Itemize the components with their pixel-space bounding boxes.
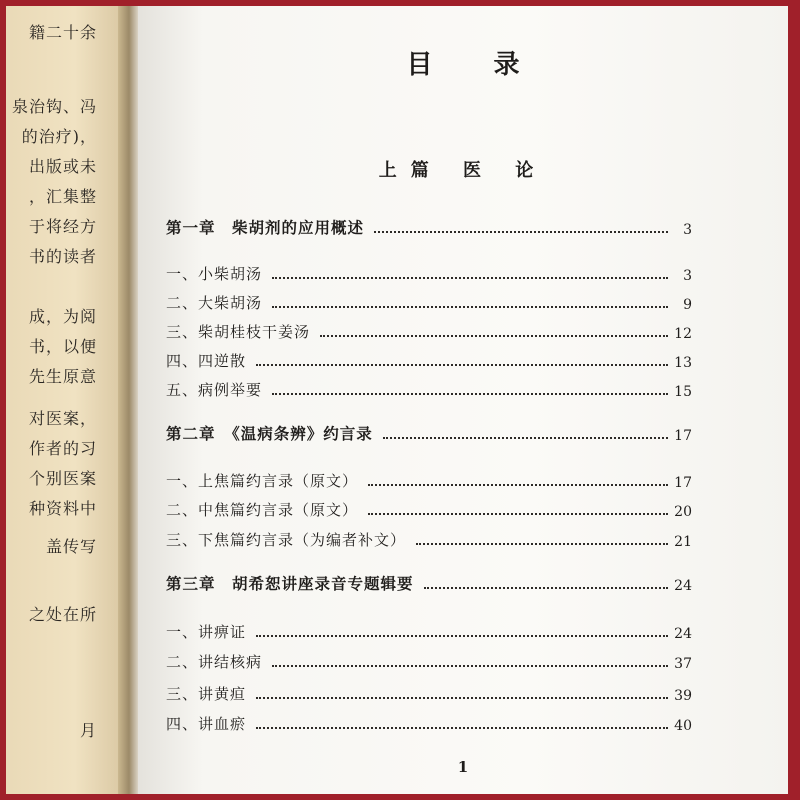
toc-entry-page: 3 [683,222,692,238]
toc-entry-label: 二、中焦篇约言录（原文） [166,501,359,519]
toc-entry-label: 三、柴胡桂枝干姜汤 [166,323,311,341]
left-text-line: 个别医案 [28,469,97,488]
toc-entry-page: 12 [674,326,692,342]
toc-entry-page: 3 [683,268,692,284]
left-text-line: 成，为阅 [28,307,97,326]
toc-entry-page: 40 [674,718,692,734]
left-text-line: 种资料中 [28,499,97,518]
toc-entry-label: 二、大柴胡汤 [166,294,263,312]
toc-entry-page: 15 [674,384,692,400]
toc-entry-label: 一、上焦篇约言录（原文） [166,472,359,490]
left-text-line: 月 [79,721,97,740]
toc-entry-label: 第一章 柴胡剂的应用概述 [166,218,365,237]
toc-entry-label: 五、病例举要 [166,381,263,399]
left-text-line: 先生原意 [28,367,97,386]
left-text-line: 之处在所 [28,605,97,624]
left-text-line: 盖传写 [45,537,97,556]
left-text-line: 对医案， [28,409,97,428]
left-text-line: 于将经方 [28,217,97,236]
page-title: 目 录 [406,50,546,80]
toc-entry-page: 20 [674,504,692,520]
toc-entry-page: 17 [674,475,692,491]
toc-entry-label: 第三章 胡希恕讲座录音专题辑要 [166,574,414,593]
toc-entry-page: 24 [674,578,692,594]
toc-entry-page: 39 [674,688,692,704]
toc-entry-label: 一、小柴胡汤 [166,265,263,283]
toc-entry-page: 37 [674,656,692,672]
toc-entry-label: 四、四逆散 [166,352,247,370]
toc-entry-label: 一、讲痹证 [166,623,247,641]
toc-entry-page: 9 [683,297,692,313]
toc-entry-label: 二、讲结核病 [166,653,263,671]
left-text-line: 书的读者 [28,247,97,266]
page-number: 1 [457,758,469,776]
toc-entry-label: 四、讲血瘀 [166,715,247,733]
left-text-line: ，汇集整 [28,187,97,206]
left-text-line: 的治疗)， [21,127,97,146]
toc-entry-page: 17 [674,428,692,444]
part-title: 上篇 医 论 [378,160,548,181]
toc-entry-page: 21 [674,534,692,550]
toc-entry-label: 第二章 《温病条辨》约言录 [166,424,373,443]
toc-entry-page: 24 [674,626,692,642]
toc-entry-label: 三、下焦篇约言录（为编者补文） [166,531,407,549]
left-text-line: 出版或未 [28,157,97,176]
toc-entry-label: 三、讲黄疸 [166,685,247,703]
left-text-line: 作者的习 [28,439,97,458]
toc-entry-page: 13 [674,355,692,371]
left-text-line: 泉治钩、冯 [11,97,97,116]
left-text-line: 籍二十余 [28,23,97,42]
left-text-line: 书，以便 [28,337,97,356]
